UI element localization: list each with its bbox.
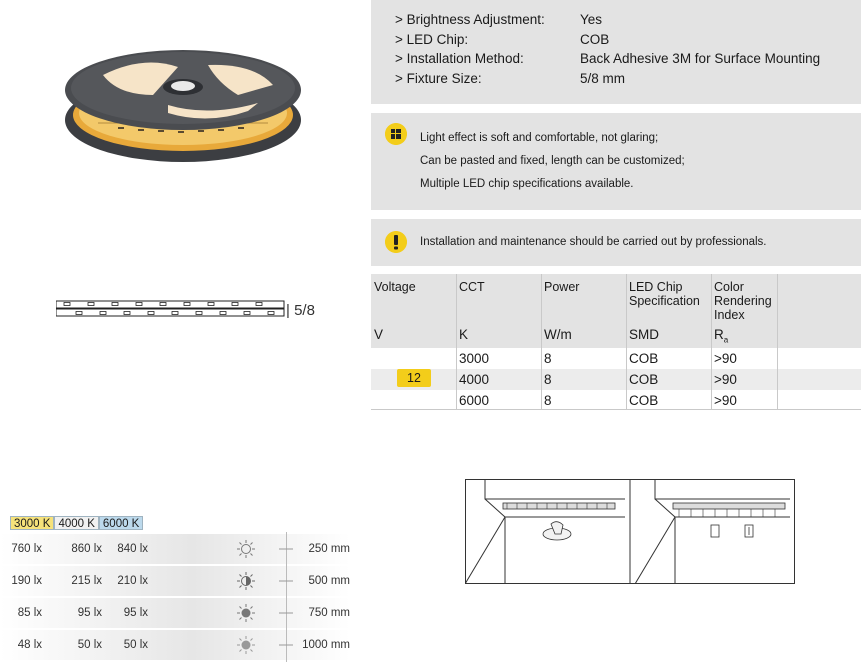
lux-row: 760 lx 860 lx 840 lx 250 mm bbox=[0, 534, 350, 564]
strip-size-label: | 5/8 bbox=[286, 302, 315, 319]
unit-chip: SMD bbox=[629, 327, 659, 342]
cct-tag-3000: 3000 K bbox=[10, 516, 54, 530]
header-line: Index bbox=[714, 308, 745, 322]
feature-item: Can be pasted and fixed, length can be customized; bbox=[420, 155, 685, 167]
product-table bbox=[371, 274, 861, 410]
spec-value: 5/8 mm bbox=[580, 70, 626, 86]
spec-row bbox=[395, 69, 861, 89]
distance-value: 1000 mm bbox=[302, 639, 350, 651]
header-line: Rendering bbox=[714, 294, 772, 308]
header-line: Specification bbox=[629, 294, 700, 308]
distance-value: 250 mm bbox=[308, 543, 350, 555]
spec-value: COB bbox=[580, 31, 610, 47]
header-cct: CCT bbox=[459, 280, 485, 294]
spec-row bbox=[395, 30, 861, 50]
spec-row bbox=[395, 10, 861, 30]
spec-label: > Brightness Adjustment: bbox=[395, 12, 545, 28]
feature-item: Light effect is soft and comfortable, not glaring; bbox=[420, 132, 659, 144]
unit-cri: $R_a$ bbox=[714, 327, 729, 345]
spec-value: Yes bbox=[580, 12, 603, 28]
header-power: Power bbox=[544, 280, 580, 294]
table-row: 6000 8 COB >90 bbox=[459, 393, 737, 408]
cct-tag-6000: 6000 K bbox=[99, 516, 143, 530]
table-row: 4000 8 COB >90 bbox=[459, 372, 737, 387]
unit-cct: K bbox=[459, 327, 469, 342]
lux-row: 48 lx 50 lx 50 lx 1000 mm bbox=[0, 630, 350, 660]
warning-text: Installation and maintenance should be carried out by professionals. bbox=[420, 236, 767, 248]
led-strip-reel-image bbox=[58, 45, 308, 165]
installation-diagram bbox=[465, 479, 795, 584]
spec-value: Back Adhesive 3M for Surface Mounting bbox=[580, 51, 821, 67]
sun-dimmer-icon bbox=[236, 635, 256, 655]
sun-half-icon bbox=[236, 571, 256, 591]
header-led-chip bbox=[629, 280, 700, 308]
led-chip-icon bbox=[385, 123, 407, 145]
distance-value: 750 mm bbox=[308, 607, 350, 619]
table-row: 3000 8 COB >90 bbox=[459, 351, 737, 366]
lux-row: 85 lx 95 lx 95 lx 750 mm bbox=[0, 598, 350, 628]
unit-power: W/m bbox=[544, 327, 572, 342]
sun-dim-icon bbox=[236, 603, 256, 623]
distance-ticks bbox=[279, 532, 293, 662]
features-panel bbox=[371, 113, 861, 210]
sun-outline-icon bbox=[236, 539, 256, 559]
voltage-badge: 12 bbox=[397, 369, 431, 387]
header-line: LED Chip bbox=[629, 280, 683, 294]
spec-label: > LED Chip: bbox=[395, 31, 469, 47]
header-line: Color bbox=[714, 280, 744, 294]
illuminance-table bbox=[0, 532, 350, 662]
feature-item: Multiple LED chip specifications available. bbox=[420, 178, 634, 190]
cct-tag-4000: 4000 K bbox=[54, 516, 98, 530]
distance-value: 500 mm bbox=[308, 575, 350, 587]
feature-list bbox=[420, 127, 685, 196]
exclamation-icon bbox=[385, 231, 407, 253]
table-header bbox=[371, 274, 861, 348]
cct-legend bbox=[10, 516, 143, 530]
spec-row bbox=[395, 49, 861, 69]
strip-profile-drawing bbox=[56, 298, 286, 320]
unit-voltage: V bbox=[374, 327, 384, 342]
spec-panel bbox=[371, 0, 861, 104]
spec-label: > Fixture Size: bbox=[395, 70, 482, 86]
header-voltage: Voltage bbox=[374, 280, 416, 294]
header-cri bbox=[714, 280, 772, 322]
warning-panel bbox=[371, 219, 861, 266]
lux-row: 190 lx 215 lx 210 lx 500 mm bbox=[0, 566, 350, 596]
spec-label: > Installation Method: bbox=[395, 51, 524, 67]
